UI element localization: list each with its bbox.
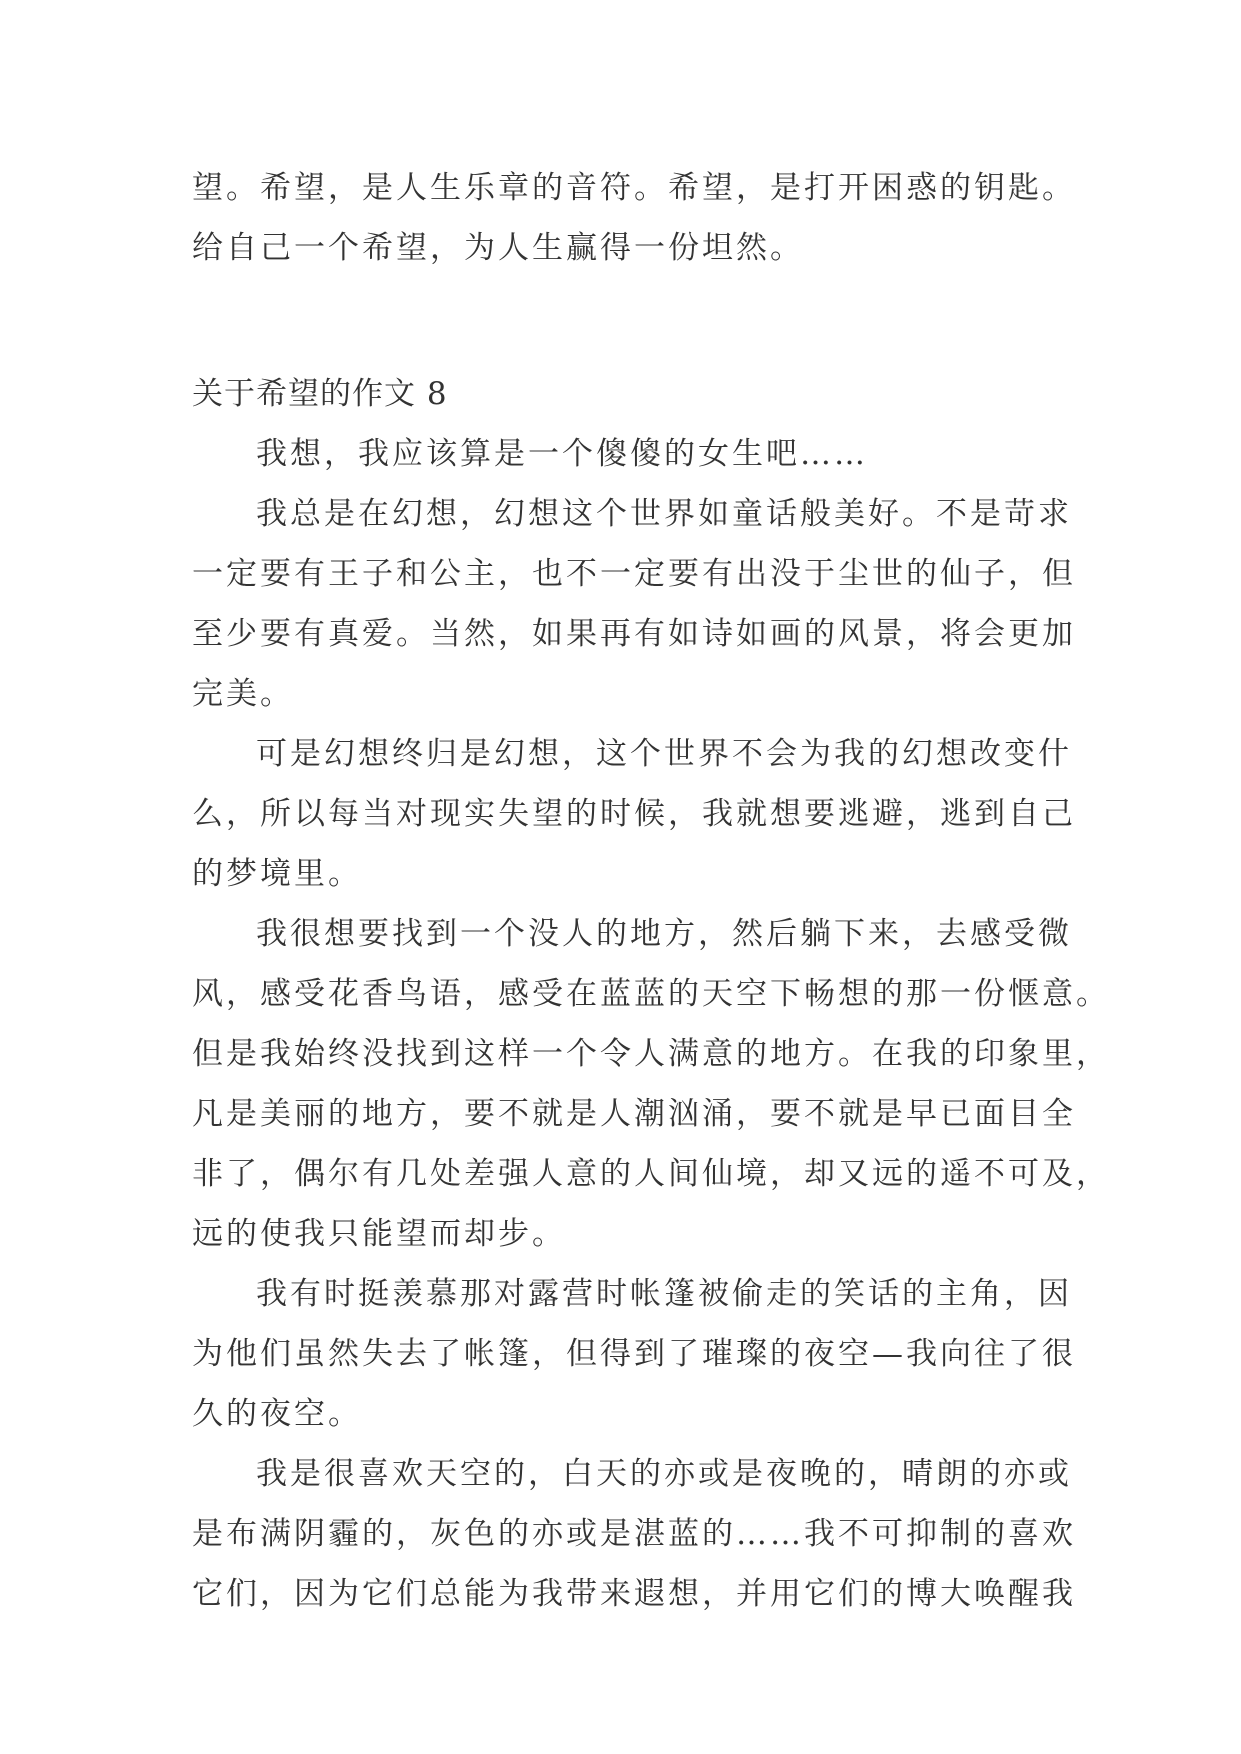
- paragraph-line: 凡是美丽的地方，要不就是人潮汹涌，要不就是早已面目全: [192, 1096, 1076, 1132]
- paragraph-line: 一定要有王子和公主，也不一定要有出没于尘世的仙子，但: [192, 556, 1076, 592]
- paragraph: [192, 484, 1076, 724]
- document-body: [192, 158, 1110, 1624]
- paragraph-line: 可是幻想终归是幻想，这个世界不会为我的幻想改变什: [256, 736, 1072, 772]
- paragraph-line: 我很想要找到一个没人的地方，然后躺下来，去感受微: [256, 916, 1072, 952]
- paragraph-line: 我是很喜欢天空的，白天的亦或是夜晚的，晴朗的亦或: [256, 1456, 1072, 1492]
- paragraph-line: 但是我始终没找到这样一个令人满意的地方。在我的印象里，: [192, 1036, 1110, 1072]
- paragraph-line: 是布满阴霾的，灰色的亦或是湛蓝的……我不可抑制的喜欢: [192, 1516, 1076, 1552]
- paragraph-line: 非了，偶尔有几处差强人意的人间仙境，却又远的遥不可及，: [192, 1156, 1110, 1192]
- paragraph-line: 我有时挺羡慕那对露营时帐篷被偷走的笑话的主角，因: [256, 1276, 1072, 1312]
- paragraph-line: 为他们虽然失去了帐篷，但得到了璀璨的夜空—我向往了很: [192, 1336, 1076, 1372]
- section-spacer: [192, 278, 1072, 364]
- paragraph-line: 的梦境里。: [192, 856, 362, 892]
- section-title: 关于希望的作文 8: [192, 376, 448, 412]
- paragraph-line: 么，所以每当对现实失望的时候，我就想要逃避，逃到自己: [192, 796, 1076, 832]
- paragraph-line: 风，感受花香鸟语，感受在蓝蓝的天空下畅想的那一份惬意。: [192, 976, 1110, 1012]
- paragraph-line: 至少要有真爱。当然，如果再有如诗如画的风景，将会更加: [192, 616, 1076, 652]
- paragraph-line: 久的夜空。: [192, 1396, 362, 1432]
- paragraph-line: 我想，我应该算是一个傻傻的女生吧……: [256, 436, 868, 472]
- paragraph-line: 完美。: [192, 676, 294, 712]
- intro-line: 望。希望，是人生乐章的音符。希望，是打开困惑的钥匙。: [192, 170, 1076, 206]
- paragraph-line: 它们，因为它们总能为我带来遐想，并用它们的博大唤醒我: [192, 1576, 1076, 1612]
- paragraph-line: 远的使我只能望而却步。: [192, 1216, 566, 1252]
- paragraph: [192, 904, 1110, 1264]
- paragraph: [192, 424, 1072, 484]
- paragraph: [192, 1444, 1076, 1624]
- intro-line: 给自己一个希望，为人生赢得一份坦然。: [192, 230, 804, 266]
- paragraph: [192, 1264, 1076, 1444]
- paragraph-line: 我总是在幻想，幻想这个世界如童话般美好。不是苛求: [256, 496, 1072, 532]
- paragraph: [192, 724, 1076, 904]
